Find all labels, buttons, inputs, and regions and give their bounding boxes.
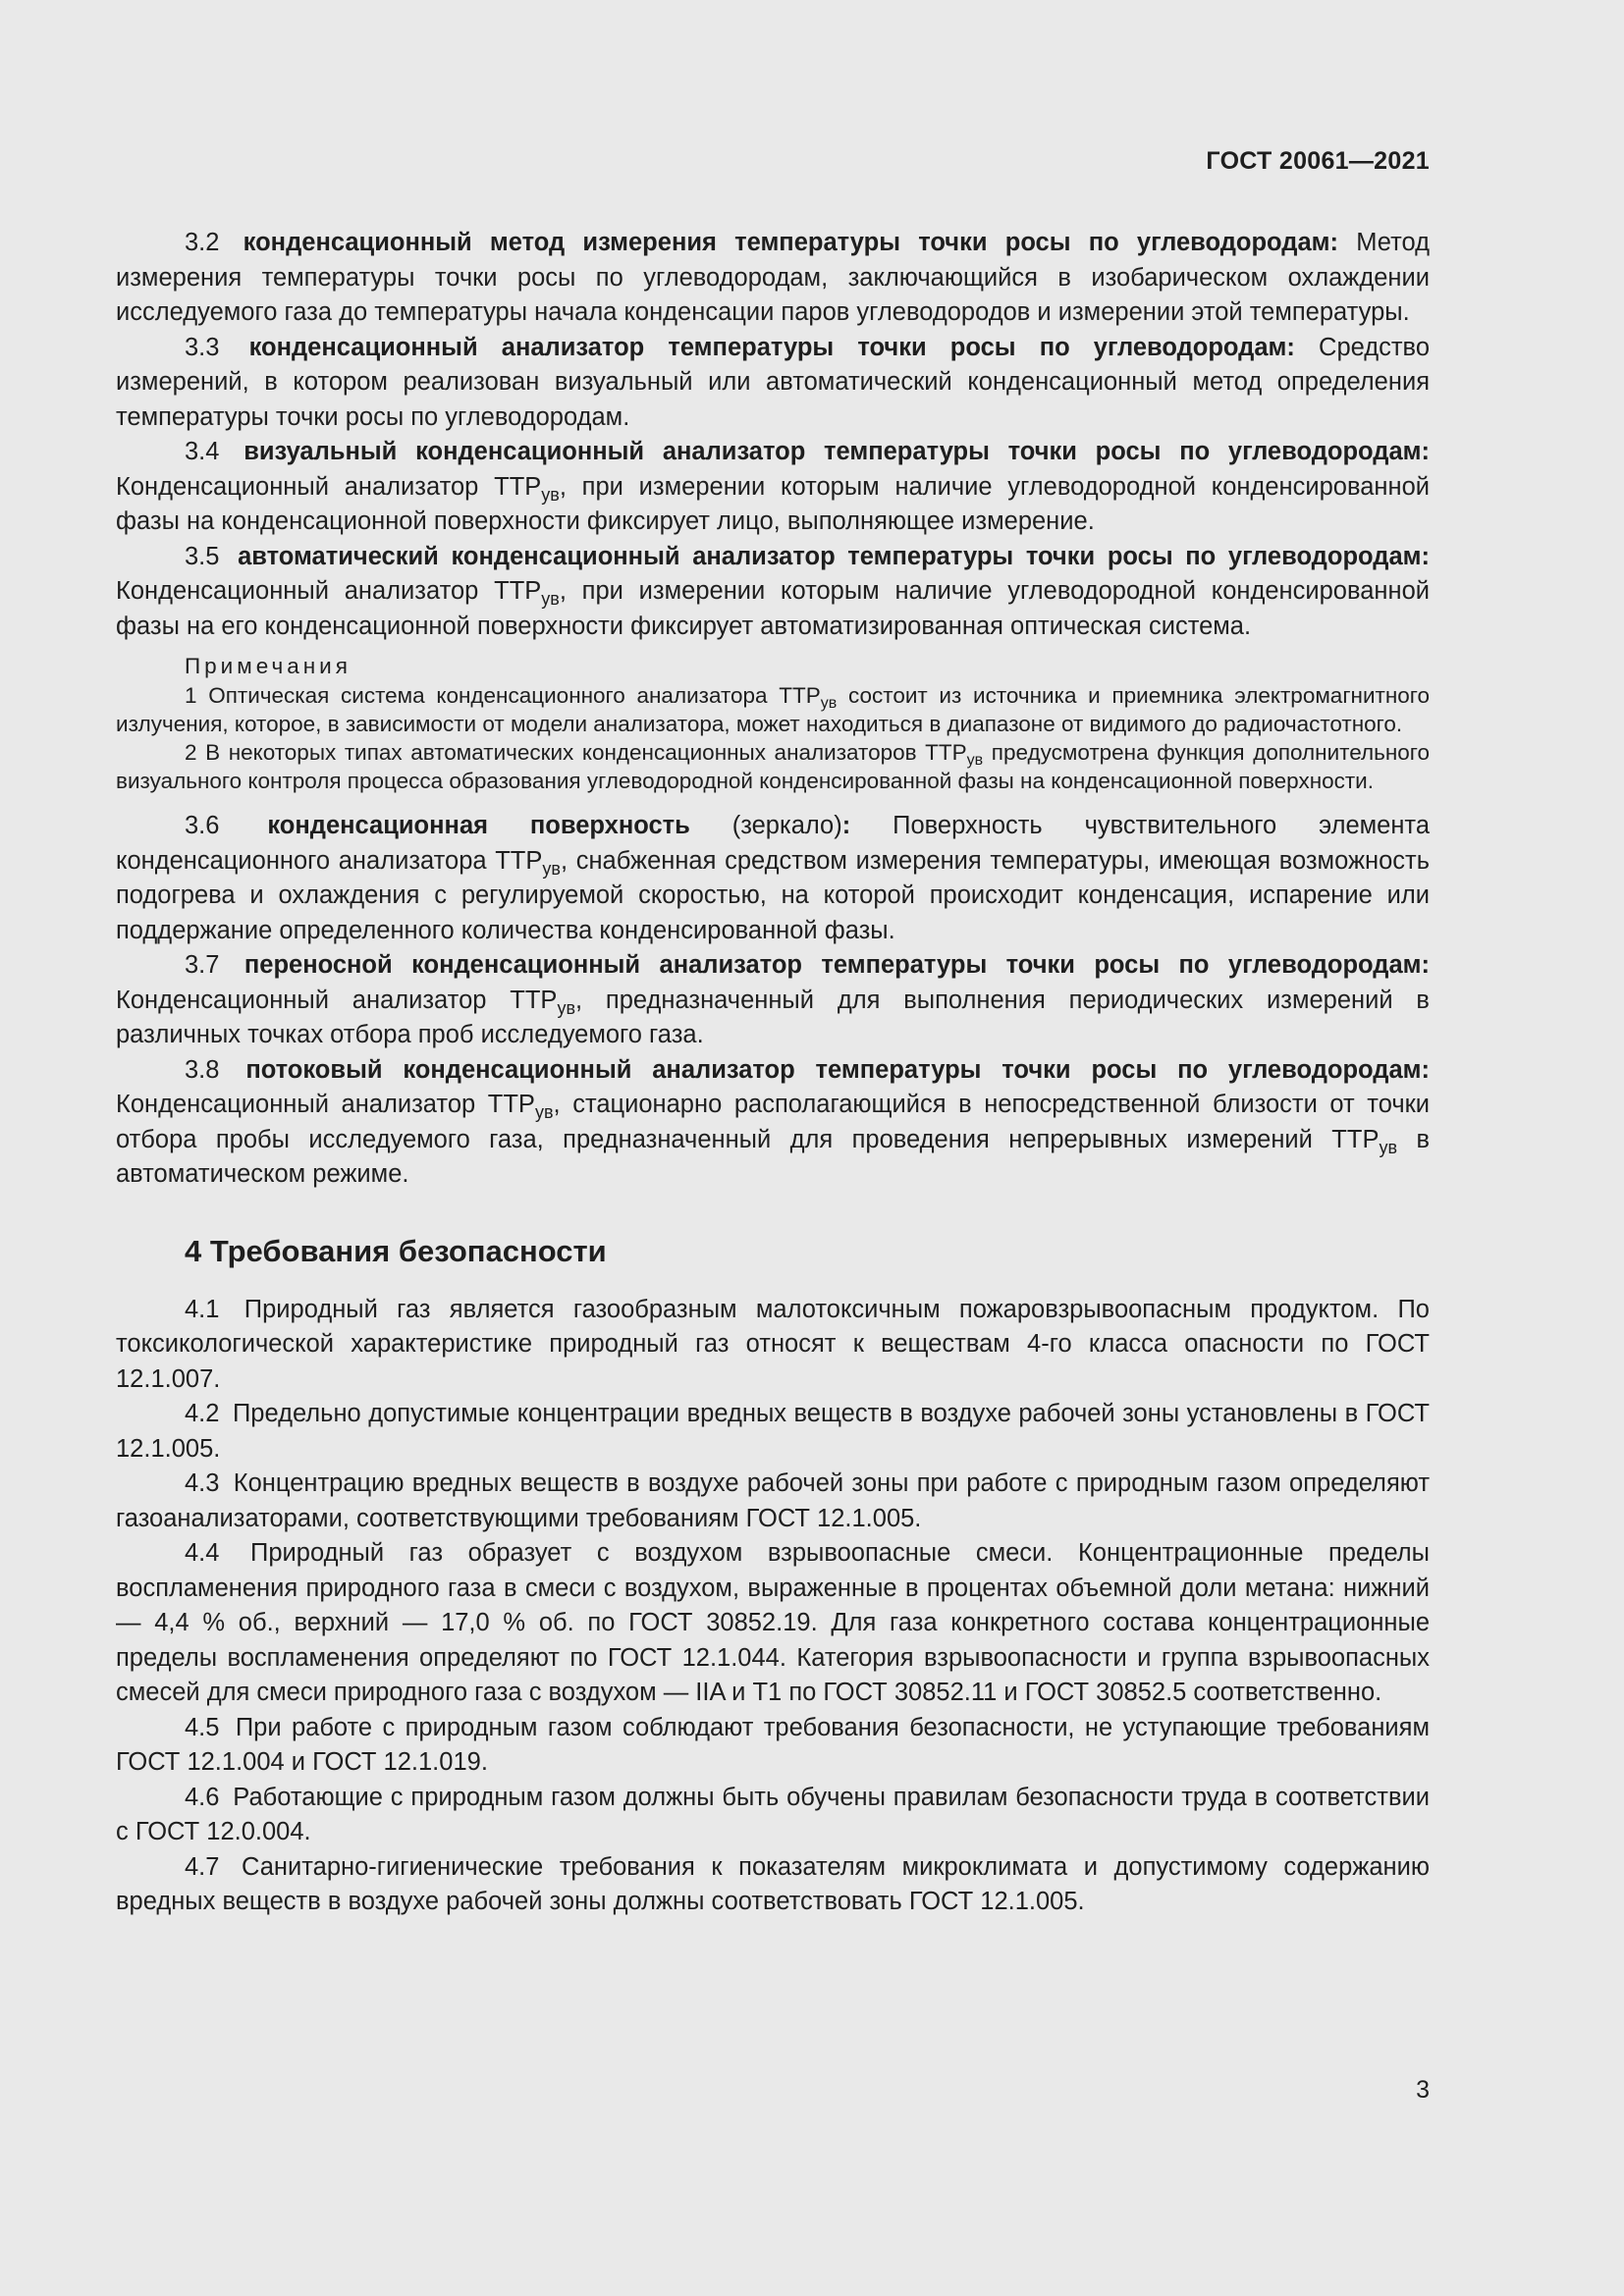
term-definition-cont: , снабженная средством измерения температуры, имеющая возможность подогрева и охлаждения с регулируемой скоростью, на которой происходит конденсация, испарение или поддержание определенного количества конденсированной фазы. [116, 846, 1431, 944]
term-name: конденсационная поверхность [267, 812, 690, 839]
subscript: ув [541, 589, 560, 609]
page-number: 3 [1416, 2076, 1430, 2104]
clause-4-3 [116, 1467, 1430, 1536]
clause-4-5 [116, 1711, 1430, 1781]
clause-text: Природный газ образует с воздухом взрывоопасные смеси. Концентрационные пределы воспламенения природного газа в смеси с воздухом, выраженные в процентах объемной доли метана: нижний — 4,4 % об., верхний — 17,0 % об. по ГОСТ 30852.19. Для газа конкретного состава концентрационные пределы воспламенения определяют по ГОСТ 12.1.044. Категория взрывоопасности и группа взрывоопасных смесей для смеси природного газа с воздухом — IIA и T1 по ГОСТ 30852.11 и ГОСТ 30852.5 соответственно. [116, 1539, 1430, 1706]
note-text: 1 Оптическая система конденсационного анализатора ТТР [185, 683, 821, 708]
clause-number: 4.2 [185, 1400, 220, 1427]
term-definition: Конденсационный анализатор ТТР [116, 577, 542, 605]
clause-4-4 [116, 1536, 1430, 1711]
term-definition: Конденсационный анализатор ТТР [116, 986, 558, 1014]
clause-number: 3.6 [185, 812, 220, 839]
clause-text: Предельно допустимые концентрации вредных веществ в воздухе рабочей зоны установлены в ГОСТ 12.1.005. [116, 1400, 1430, 1463]
subscript: ув [966, 752, 984, 769]
term-name: потоковый конденсационный анализатор температуры точки росы по углеводородам: [245, 1055, 1430, 1084]
subscript: ув [1379, 1137, 1398, 1157]
term-definition: Поверхность чувствительного элемента конденсационного анализатора ТТР [116, 812, 1430, 875]
clause-4-6 [116, 1781, 1430, 1850]
subscript: ув [820, 695, 838, 712]
clause-text: Концентрацию вредных веществ в воздухе рабочей зоны при работе с природным газом определяют газоанализаторами, соответствующими требованиям ГОСТ 12.1.005. [116, 1469, 1430, 1532]
term-3-5 [116, 540, 1430, 645]
document-header: ГОСТ 20061—2021 [1206, 147, 1430, 175]
term-name: переносной конденсационный анализатор температуры точки росы по углеводородам: [244, 951, 1430, 979]
term-definition-cont: в автоматическом режиме. [116, 1125, 1430, 1188]
clause-number: 3.8 [185, 1055, 220, 1084]
clause-number: 4.6 [185, 1783, 220, 1811]
clause-text: При работе с природным газом соблюдают требования безопасности, не уступающие требованиям ГОСТ 12.1.004 и ГОСТ 12.1.019. [116, 1713, 1430, 1776]
subscript: ув [542, 858, 561, 879]
clause-number: 4.1 [185, 1295, 220, 1323]
note-text-cont: предусмотрена функция дополнительного визуального контроля процесса образования углеводородной конденсированной фазы на конденсационной поверхности. [116, 740, 1430, 793]
term-3-4 [116, 435, 1430, 540]
clause-number: 4.7 [185, 1852, 220, 1881]
notes-title: Примечания [185, 654, 352, 678]
clause-number: 3.3 [185, 333, 220, 361]
document-body [116, 226, 1430, 1920]
term-3-3 [116, 331, 1430, 436]
clause-number: 4.5 [185, 1713, 220, 1741]
clause-text: Природный газ является газообразным малотоксичным пожаровзрывоопасным продуктом. По токсикологической характеристике природный газ относят к веществам 4-го класса опасности по ГОСТ 12.1.007. [116, 1295, 1430, 1393]
clause-number: 3.7 [185, 951, 220, 979]
clause-4-1 [116, 1293, 1430, 1398]
note-1 [116, 681, 1430, 738]
term-3-8 [116, 1053, 1430, 1193]
clause-4-7 [116, 1850, 1430, 1920]
term-definition-mid: , стационарно располагающийся в непосредственной близости от точки отбора пробы исследуемого газа, предназначенный для проведения непрерывных измерений ТТР [116, 1091, 1431, 1153]
term-definition: Средство измерений, в котором реализован визуальный или автоматический конденсационный метод определения температуры точки росы по углеводородам. [116, 333, 1431, 431]
term-definition: Конденсационный анализатор ТТР [116, 1091, 535, 1118]
term-name: конденсационный метод измерения температуры точки росы по углеводородам: [243, 229, 1339, 256]
note-text: 2 В некоторых типах автоматических конденсационных анализаторов ТТР [185, 740, 967, 765]
note-text-cont: состоит из источника и приемника электромагнитного излучения, которое, в зависимости от модели анализатора, может находиться в диапазоне от видимого до радиочастотного. [116, 683, 1430, 736]
subscript: ув [541, 484, 560, 505]
term-name: автоматический конденсационный анализатор температуры точки росы по углеводородам: [238, 542, 1430, 570]
clause-number: 3.4 [185, 438, 220, 465]
term-qualifier: (зеркало) [689, 812, 842, 839]
term-colon: : [841, 812, 851, 839]
term-definition-cont: , при измерении которым наличие углеводородной конденсированной фазы на конденсационной поверхности фиксирует лицо, выполняющее измерение. [116, 472, 1430, 535]
term-definition-cont: , при измерении которым наличие углеводородной конденсированной фазы на его конденсационной поверхности фиксирует автоматизированная оптическая система. [116, 577, 1430, 640]
clause-number: 4.4 [185, 1539, 220, 1567]
term-definition: Метод измерения температуры точки росы по углеводородам, заключающийся в изобарическом охлаждении исследуемого газа до температуры начала конденсации паров углеводородов и измерении этой температуры. [116, 229, 1430, 326]
clause-4-2 [116, 1397, 1430, 1467]
term-3-7 [116, 948, 1430, 1053]
subscript: ув [534, 1102, 554, 1122]
notes-block [116, 652, 1430, 795]
term-3-2 [116, 226, 1430, 331]
term-name: визуальный конденсационный анализатор температуры точки росы по углеводородам: [244, 438, 1430, 465]
term-3-6 [116, 809, 1430, 948]
term-definition-cont: , предназначенный для выполнения периодических измерений в различных точках отбора проб исследуемого газа. [116, 986, 1430, 1048]
clause-number: 3.5 [185, 542, 220, 570]
term-definition: Конденсационный анализатор ТТР [116, 472, 542, 501]
clause-text: Работающие с природным газом должны быть обучены правилам безопасности труда в соответствии с ГОСТ 12.0.004. [116, 1783, 1430, 1845]
note-2 [116, 738, 1430, 795]
term-name: конденсационный анализатор температуры точки росы по углеводородам: [248, 333, 1295, 361]
clause-text: Санитарно-гигиенические требования к показателям микроклимата и допустимому содержанию вредных веществ в воздухе рабочей зоны должны соответствовать ГОСТ 12.1.005. [116, 1852, 1430, 1915]
subscript: ув [557, 997, 575, 1018]
clause-number: 3.2 [185, 229, 220, 256]
section-title: 4 Требования безопасности [185, 1233, 607, 1268]
clause-number: 4.3 [185, 1469, 220, 1497]
